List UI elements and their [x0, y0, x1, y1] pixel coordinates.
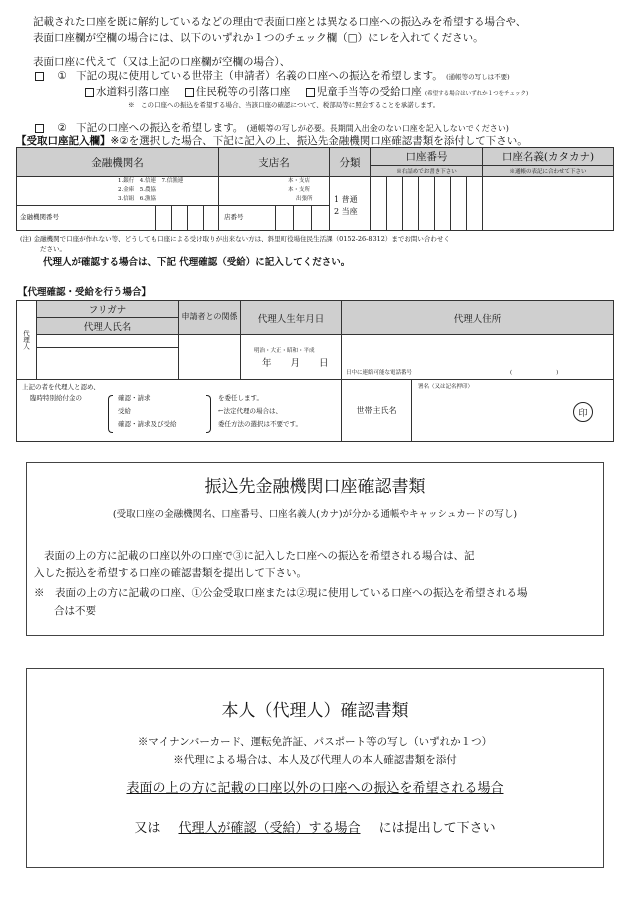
delegate-opt-a[interactable]: 確認・請求	[118, 394, 151, 402]
delegate-line-2: 臨時特別給付金の	[30, 394, 82, 402]
bank-code-label: 金融機関番号	[20, 213, 59, 221]
bank-section-instruction: ※②を選択した場合、下記に記入の上、振込先金融機関口座確認書類を添付して下さい。	[110, 135, 528, 147]
account-doc-subtitle: (受取口座の金融機関名、口座番号、口座名義人(カナ)が分かる通帳やキャッシュカードの写し)	[112, 509, 518, 520]
account-doc-para-1: 表面の上の方に記載の口座以外の口座で③に記入した口座への振込を希望される場合は、記	[44, 550, 475, 562]
branch-type-1: 本・支店	[288, 178, 311, 184]
agent-name-header: 代理人氏名	[83, 321, 132, 333]
identity-doc-line-4-b: 代理人が確認（受給）する場合	[178, 821, 361, 836]
delegate-opt-c[interactable]: 確認・請求及び受給	[118, 420, 177, 428]
head-label: 世帯主氏名	[356, 406, 397, 415]
option-1-note: (通帳等の写しは不要)	[446, 73, 510, 81]
choice-tax-label: 住民税等の引落口座	[195, 86, 291, 98]
bank-section-title: 【受取口座記入欄】	[16, 135, 111, 147]
delegate-line-1: 上記の者を代理人と認め、	[22, 383, 100, 391]
identity-doc-line-3: 表面の上の方に記載の口座以外の口座への振込を希望される場合	[126, 781, 504, 796]
choice-note: (希望する場合はいずれか１つをチェック)	[425, 91, 529, 97]
phone-label: 日中に連絡可能な電話番号	[346, 370, 413, 376]
choice-water-label: 水道料引落口座	[96, 86, 170, 98]
option-1-text: 下記の現に使用している世帯主（申請者）名義の口座への振込を希望します。	[76, 70, 443, 82]
option-1-label: ①	[57, 70, 67, 82]
col-account-note: ※右詰めでお書き下さい	[396, 168, 457, 175]
bank-types-3: 3.信組 6.漁協	[118, 196, 156, 202]
furigana-header: フリガナ	[88, 305, 127, 316]
bank-types-2: 2.金庫 5.農協	[118, 187, 156, 193]
intro-line-1: 記載された口座を既に解約しているなどの理由で表面口座とは異なる口座への振込みを希望する場合や、	[33, 16, 527, 28]
address-header: 代理人住所	[453, 313, 502, 325]
agent-line: 代理人が確認する場合は、下記 代理確認（受給）に記入してください。	[43, 257, 351, 268]
account-type-2: 2 当座	[334, 207, 358, 216]
option-2-row	[35, 122, 509, 134]
bank-note-2: ださい。	[40, 245, 66, 253]
sign-label: 署名（又は記名押印）	[418, 384, 474, 390]
identity-doc-title: 本人（代理人）確認書類	[221, 701, 409, 721]
option-2-text: 下記の口座への振込を希望します。	[76, 122, 244, 134]
delegate-line-3: を委任します。	[218, 394, 263, 402]
option-1-choices	[85, 86, 528, 98]
branch-code-label: 店番号	[224, 213, 244, 221]
col-account: 口座番号	[405, 151, 448, 163]
delegate-line-5: 委任方法の選択は不要です。	[218, 420, 302, 428]
identity-doc-line-4-a: 又は	[134, 821, 161, 836]
intro-line-2: 表面口座欄が空欄の場合には、以下のいずれか１つのチェック欄（□）にレを入れてください。	[33, 32, 484, 44]
eras-label: 明治・大正・昭和・平成	[254, 348, 315, 354]
identity-doc-line-1: ※マイナンバーカード、運転免許証、パスポート等の写し（いずれか１つ）	[137, 736, 493, 748]
agent-section-title: 【代理確認・受給を行う場合】	[18, 287, 152, 298]
option-2-checkbox[interactable]	[35, 124, 44, 133]
option-1-confirm-note: ※ この口座への振込を希望する場合、当該口座の確認について、税部局等に照会することを承諾します。	[128, 101, 440, 109]
branch-type-2: 本・支所	[288, 187, 311, 193]
birth-header: 代理人生年月日	[257, 313, 325, 325]
col-name-note: ※通帳の表記に合わせて下さい	[509, 168, 587, 175]
account-doc-note-2: 合は不要	[54, 605, 96, 617]
relation-header: 申請者との関係	[181, 312, 238, 322]
identity-doc-line-4	[26, 822, 604, 837]
col-type: 分類	[339, 156, 361, 169]
account-type-1: 1 普通	[334, 195, 358, 204]
choice-tax-checkbox[interactable]	[185, 88, 194, 97]
delegate-opt-b[interactable]: 受給	[118, 407, 131, 415]
option-2-note: (通帳等の写しが必要。長期間入出金のない口座を記入しないでください)	[246, 124, 509, 133]
agent-side-label: 代理人	[22, 330, 30, 350]
identity-doc-box	[26, 668, 604, 868]
account-doc-note-1: ※ 表面の上の方に記載の口座、①公金受取口座または②現に使用している口座への振込を希望される場	[34, 587, 528, 599]
option-1-checkbox[interactable]	[35, 72, 44, 81]
identity-doc-line-2: ※代理による場合は、本人及び代理人の本人確認書類を添付	[173, 754, 457, 766]
option-2-label: ②	[57, 122, 67, 134]
delegate-line-4: ←法定代理の場合は、	[218, 407, 282, 415]
account-doc-para-2: 入した振込を希望する口座の確認書類を提出して下さい。	[34, 567, 307, 579]
bank-section-header	[16, 135, 528, 147]
bank-note-1: (注) 金融機関で口座が作れない等、どうしても口座による受け取りが出来ない方は、斜里町役場住民生活課（0152-26-8312）までお問い合わせく	[20, 235, 450, 243]
choice-child-checkbox[interactable]	[306, 88, 315, 97]
col-bank: 金融機関名	[91, 156, 144, 169]
ymd-label: 年 月 日	[262, 358, 329, 369]
identity-doc-line-4-c: には提出して下さい	[378, 821, 496, 836]
branch-type-3: 出張所	[296, 196, 313, 202]
option-1-row	[35, 70, 510, 82]
account-doc-title: 振込先金融機関口座確認書類	[204, 477, 426, 497]
alt-heading: 表面口座に代えて（又は上記の口座欄が空欄の場合）、	[33, 56, 291, 68]
col-name: 口座名義(カタカナ)	[501, 151, 595, 163]
choice-water-checkbox[interactable]	[85, 88, 94, 97]
seal-mark: 印	[573, 402, 593, 422]
bank-types-1: 1.銀行 4.信連 7.信漁連	[118, 178, 184, 184]
choice-child-label: 児童手当等の受給口座	[316, 86, 422, 98]
phone-paren: ( )	[510, 370, 559, 376]
col-branch: 支店名	[258, 156, 290, 169]
